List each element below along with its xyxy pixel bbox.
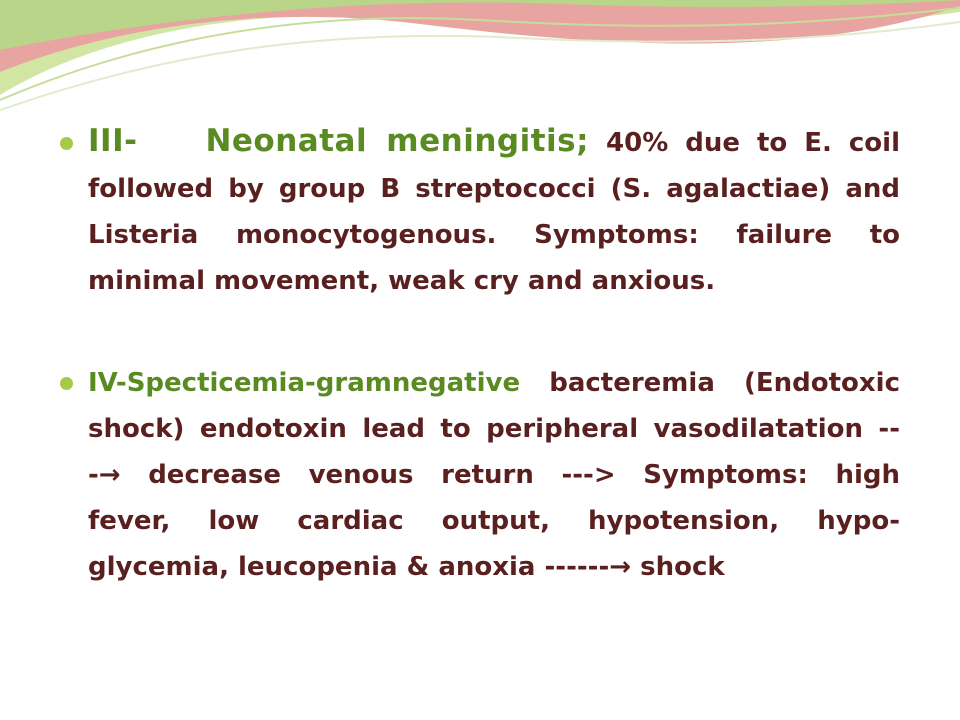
line bbox=[88, 544, 900, 590]
line-text: Listeria monocytogenous. Symptoms: failure to bbox=[88, 220, 900, 250]
line-text: decrease venous return ---> Symptoms: high bbox=[120, 460, 900, 490]
line-text: glycemia, leucopenia & anoxia ------ bbox=[88, 552, 610, 582]
line bbox=[88, 498, 900, 544]
line bbox=[88, 212, 900, 258]
line-text: bacteremia (Endotoxic bbox=[520, 368, 900, 398]
heading-prefix: III- bbox=[88, 123, 138, 159]
bullet-text bbox=[88, 360, 900, 590]
heading-sep: ; bbox=[576, 123, 590, 159]
bullet-dot bbox=[60, 377, 73, 390]
line-text: fever, low cardiac output, hypotension, hypo- bbox=[88, 506, 900, 536]
bullet-text bbox=[88, 118, 900, 304]
arrow-icon: → bbox=[98, 460, 121, 490]
line bbox=[88, 258, 900, 304]
bullet-dot bbox=[60, 137, 73, 150]
line-text: shock bbox=[631, 552, 725, 582]
line-text: 40% due to E. coil bbox=[589, 128, 900, 158]
header-wave-decoration bbox=[0, 0, 960, 120]
line-text: minimal movement, weak cry and anxious. bbox=[88, 266, 716, 296]
line-text: followed by group B streptococci (S. agalactiae) and bbox=[88, 174, 900, 204]
line bbox=[88, 360, 900, 406]
heading: IV-Specticemia-gramnegative bbox=[88, 368, 521, 398]
arrow-icon: → bbox=[609, 552, 632, 582]
line bbox=[88, 166, 900, 212]
line bbox=[88, 406, 900, 452]
heading-title: Neonatal meningitis bbox=[205, 123, 577, 159]
line bbox=[88, 118, 900, 166]
line bbox=[88, 452, 900, 498]
line-text: shock) endotoxin lead to peripheral vasodilatation -- bbox=[88, 414, 900, 444]
line-text: - bbox=[88, 460, 99, 490]
